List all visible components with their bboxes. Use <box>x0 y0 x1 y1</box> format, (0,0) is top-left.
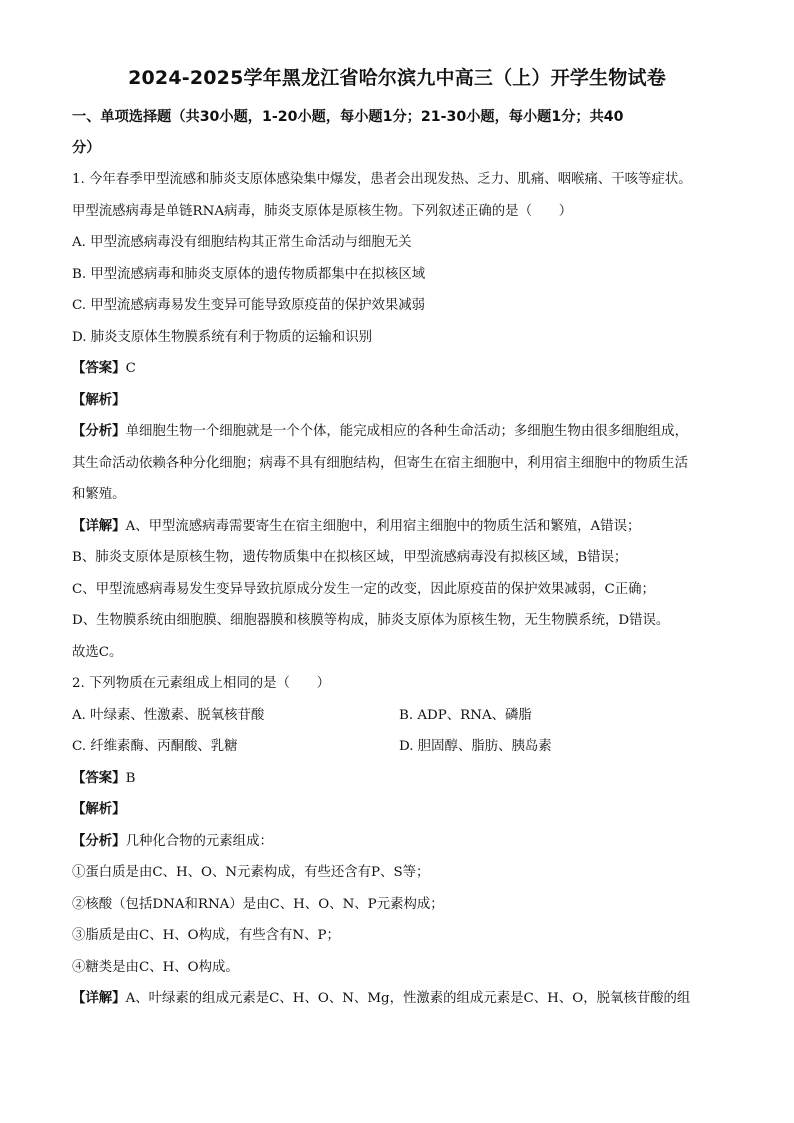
fenxi-tag: 【分析】 <box>72 832 126 849</box>
q1-conclusion: 故选C。 <box>72 644 123 660</box>
q2-fenxi-text: 几种化合物的元素组成： <box>125 833 273 849</box>
detail-tag: 【详解】 <box>72 517 126 534</box>
q2-stem: 2. 下列物质在元素组成上相同的是（ ） <box>72 676 331 691</box>
question-1 <box>72 164 722 668</box>
q1-detail <box>72 511 722 543</box>
q1-fenxi-cont-1: 其生命活动依赖各种分化细胞；病毒不具有细胞结构，但寄生在宿主细胞中，利用宿主细胞中的物质生活 <box>72 455 688 471</box>
q1-fenxi-cont-2: 和繁殖。 <box>72 487 126 502</box>
question-2 <box>72 668 722 1015</box>
detail-tag: 【详解】 <box>72 990 126 1006</box>
q1-fenxi-text: 单细胞生物一个细胞就是一个个体，能完成相应的各种生命活动；多细胞生物由很多细胞组成， <box>125 424 688 439</box>
q2-answer <box>72 763 722 795</box>
q1-option-d: D. 肺炎支原体生物膜系统有利于物质的运输和识别 <box>72 329 372 345</box>
q1-option-a: A. 甲型流感病毒没有细胞结构其正常生命活动与细胞无关 <box>72 235 412 250</box>
q2-detail <box>72 983 722 1015</box>
q1-option-c: C. 甲型流感病毒易发生变异可能导致原疫苗的保护效果减弱 <box>72 298 426 313</box>
q2-fenxi <box>72 826 722 858</box>
q2-point-1: ①蛋白质是由C、H、O、N元素构成，有些还含有P、S等； <box>72 865 430 880</box>
analysis-tag: 【解析】 <box>72 391 126 408</box>
q1-stem: 1. 今年春季甲型流感和肺炎支原体感染集中爆发，患者会出现发热、乏力、肌痛、咽喉痛、干咳等症状。 <box>72 172 692 187</box>
q1-fenxi <box>72 416 722 448</box>
q2-option-a: A. 叶绿素、性激素、脱氧核苷酸 <box>72 707 265 723</box>
q2-options-row-2 <box>72 731 722 763</box>
section-heading-cont: 分） <box>72 140 101 156</box>
q1-detail-a: A、甲型流感病毒需要寄生在宿主细胞中，利用宿主细胞中的物质生活和繁殖，A错误； <box>125 518 641 534</box>
q2-point-4: ④糖类是由C、H、O构成。 <box>72 959 239 975</box>
q2-analysis <box>72 794 722 826</box>
q2-detail-a: A、叶绿素的组成元素是C、H、O、N、Mg，性激素的组成元素是C、H、O，脱氧核苷酸的组 <box>125 991 691 1006</box>
q2-answer-value: B <box>125 770 136 786</box>
analysis-tag: 【解析】 <box>72 801 126 817</box>
q1-analysis <box>72 385 722 417</box>
section-heading: 一、单项选择题（共30小题，1-20小题，每小题1分；21-30小题，每小题1分；共40 <box>72 109 624 125</box>
answer-tag: 【答案】 <box>72 360 126 376</box>
fenxi-tag: 【分析】 <box>72 423 126 439</box>
page-title: 2024-2025学年黑龙江省哈尔滨九中高三（上）开学生物试卷 <box>128 67 666 89</box>
q2-option-c: C. 纤维素酶、丙酮酸、乳糖 <box>72 739 238 754</box>
q1-option-b: B. 甲型流感病毒和肺炎支原体的遗传物质都集中在拟核区域 <box>72 266 426 282</box>
q2-point-3: ③脂质是由C、H、O构成，有些含有N、P； <box>72 928 340 943</box>
q1-answer <box>72 353 722 385</box>
answer-tag: 【答案】 <box>72 769 126 786</box>
q2-option-b: B. ADP、RNA、磷脂 <box>399 707 532 723</box>
q2-option-d: D. 胆固醇、脂肪、胰岛素 <box>399 739 552 754</box>
q1-detail-d: D、生物膜系统由细胞膜、细胞器膜和核膜等构成，肺炎支原体为原核生物，无生物膜系统，D错误。 <box>72 613 670 628</box>
q2-point-2: ②核酸（包括DNA和RNA）是由C、H、O、N、P元素构成； <box>72 896 444 912</box>
q1-stem-cont: 甲型流感病毒是单链RNA病毒，肺炎支原体是原核生物。下列叙述正确的是（ ） <box>72 203 573 219</box>
q1-detail-b: B、肺炎支原体是原核生物，遗传物质集中在拟核区域，甲型流感病毒没有拟核区域，B错误； <box>72 550 628 565</box>
q1-answer-value: C <box>125 361 136 376</box>
q2-options-row-1 <box>72 700 722 732</box>
q1-detail-c: C、甲型流感病毒易发生变异导致抗原成分发生一定的改变，因此原疫苗的保护效果减弱，C正确； <box>72 581 655 597</box>
